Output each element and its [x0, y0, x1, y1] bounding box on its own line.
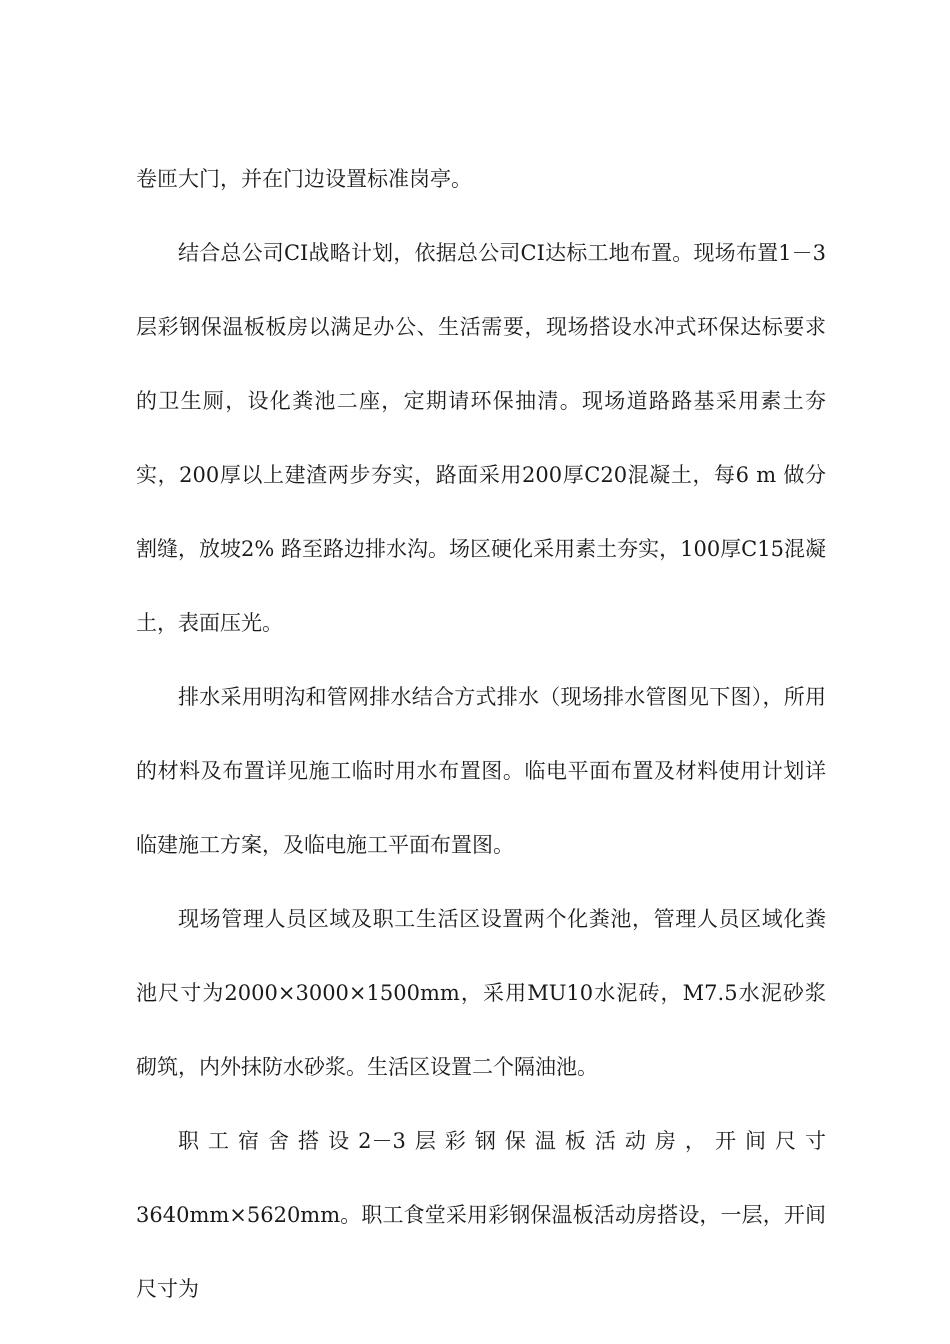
paragraph-dormitory: 职工宿舍搭设2－3层彩钢保温板活动房，开间尺寸3640mm×5620mm。职工食堂采用彩钢保温板活动房搭设，一层，开间尺寸为: [136, 1129, 826, 1301]
paragraph-ci-layout: 结合总公司CI战略计划，依据总公司CI达标工地布置。现场布置1－3层彩钢保温板板房以满足办公、生活需要，现场搭设水冲式环保达标要求的卫生厕，设化粪池二座，定期请环保抽清。现场道路路基采用素土夯实，200厚以上建渣两步夯实，路面采用200厚C20混凝土，每6 m 做分割缝，放坡2% 路至路边排水沟。场区硬化采用素土夯实，100厚C15混凝土，表面压光。: [136, 241, 826, 635]
paragraph-drainage: 排水采用明沟和管网排水结合方式排水（现场排水管图见下图），所用的材料及布置详见施工临时用水布置图。临电平面布置及材料使用计划详临建施工方案，及临电施工平面布置图。: [136, 685, 826, 857]
body-text: [136, 142, 826, 1326]
paragraph-septic-tank: 现场管理人员区域及职工生活区设置两个化粪池，管理人员区域化粪池尺寸为2000×3000×1500mm，采用MU10水泥砖，M7.5水泥砂浆砌筑，内外抹防水砂浆。生活区设置二个隔油池。: [136, 907, 826, 1079]
paragraph-continuation: 卷匝大门，并在门边设置标准岗亭。: [136, 167, 472, 191]
